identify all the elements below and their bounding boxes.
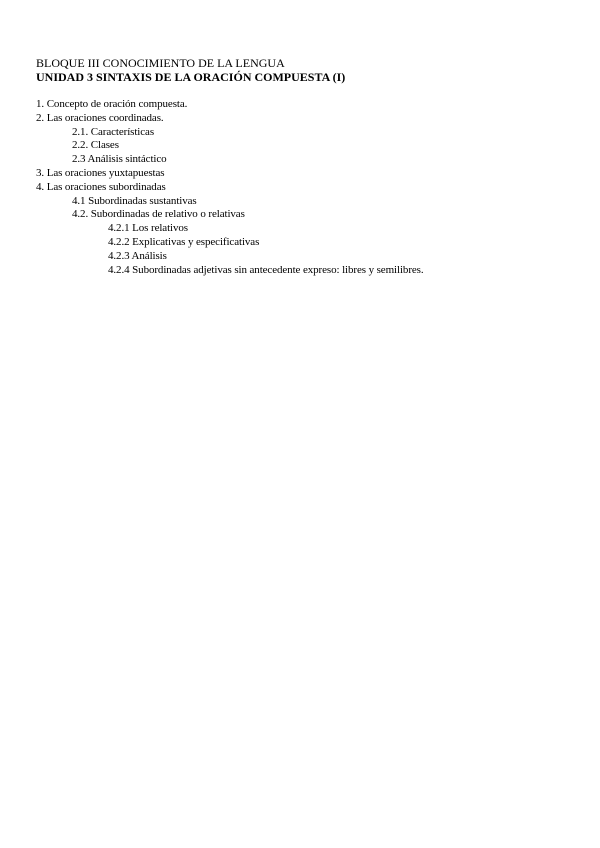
document-header (36, 56, 576, 84)
unit-title: UNIDAD 3 SINTAXIS DE LA ORACIÓN COMPUESTA (I) (36, 70, 346, 84)
outline-subitem: 4.1 Subordinadas sustantivas (72, 194, 197, 207)
outline-subsubitem: 4.2.3 Análisis (108, 249, 167, 262)
outline-item: 1. Concepto de oración compuesta. (36, 98, 188, 110)
outline-subitem: 2.2. Clases (72, 139, 119, 152)
outline-item: 4. Las oraciones subordinadas (36, 180, 166, 193)
outline-subitem: 4.2. Subordinadas de relativo o relativas (72, 208, 245, 221)
outline-subsubitem: 4.2.1 Los relativos (108, 222, 188, 235)
outline-subsubitem: 4.2.2 Explicativas y especificativas (108, 235, 260, 248)
outline-subitem: 2.1. Características (72, 125, 154, 138)
outline-subitem: 2.3 Análisis sintáctico (72, 153, 167, 166)
outline-item: 2. Las oraciones coordinadas. (36, 111, 164, 124)
topic-outline (36, 98, 576, 277)
outline-item: 3. Las oraciones yuxtapuestas (36, 166, 165, 179)
block-title: BLOQUE III CONOCIMIENTO DE LA LENGUA (36, 56, 285, 70)
outline-subsubitem: 4.2.4 Subordinadas adjetivas sin antecedente expreso: libres y semilibres. (108, 263, 424, 276)
